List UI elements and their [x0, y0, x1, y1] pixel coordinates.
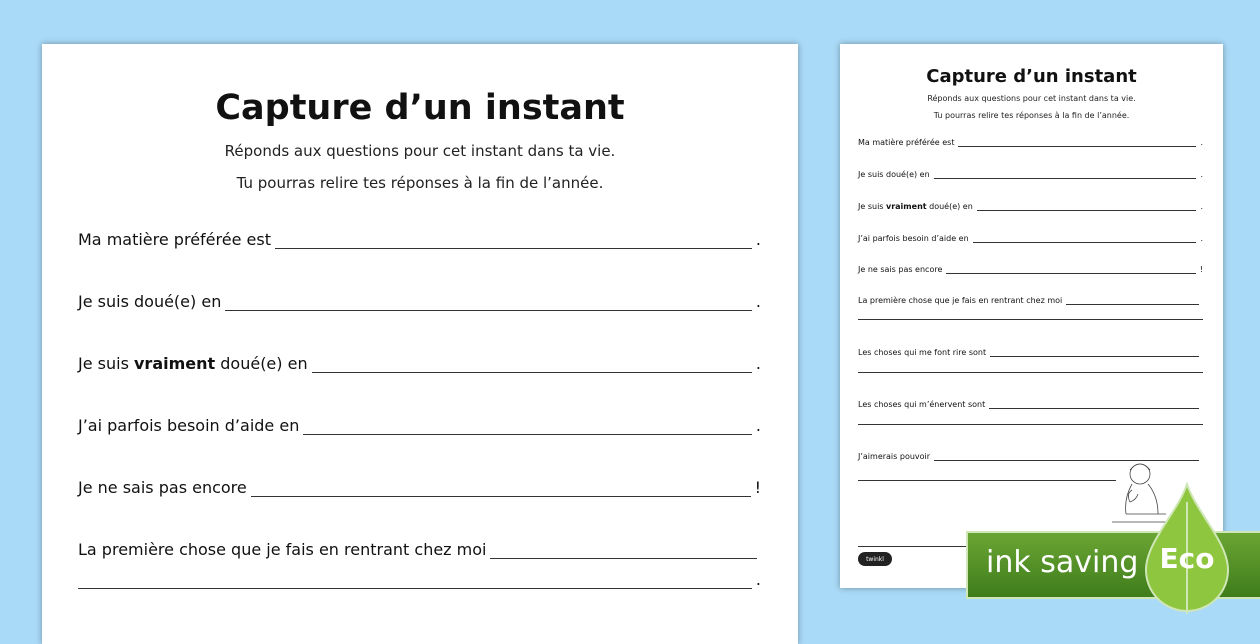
answer-line[interactable] — [312, 372, 752, 373]
prompt-label: Je suis vraiment doué(e) en — [78, 354, 308, 373]
twinkl-logo: twinkl — [858, 552, 892, 566]
worksheet-subtitle-2: Tu pourras relire tes réponses à la fin de l’année. — [236, 174, 604, 192]
preview-prompt-good-at: Je suis doué(e) en . — [858, 170, 1203, 179]
eco-drop-badge — [1138, 482, 1236, 621]
worksheet-subtitle-1: Réponds aux questions pour cet instant dans ta vie. — [224, 142, 616, 160]
worksheet-title: Capture d’un instant — [215, 88, 625, 128]
prompt-label: La première chose que je fais en rentrant chez moi — [78, 540, 487, 559]
preview-subtitle-1: Réponds aux questions pour cet instant dans ta vie. — [927, 94, 1136, 103]
preview-answer-line — [858, 372, 1203, 373]
prompt-label: Je ne sais pas encore — [78, 478, 247, 497]
answer-line[interactable] — [78, 588, 752, 589]
prompt-first-thing-home[interactable] — [78, 540, 761, 559]
preview-prompt-need-help: J’ai parfois besoin d’aide en . — [858, 234, 1203, 243]
worksheet-page-large — [42, 44, 798, 644]
prompt-favourite-subject[interactable]: Ma matière préférée est . — [78, 230, 761, 249]
preview-prompt-first-thing-home: La première chose que je fais en rentrant chez moi — [858, 296, 1203, 305]
prompt-first-thing-home-continued[interactable]: . — [78, 570, 761, 589]
prompt-really-good-at[interactable]: Je suis vraiment doué(e) en . — [78, 354, 761, 373]
prompt-label: Ma matière préférée est — [78, 230, 271, 249]
prompt-label: Je suis doué(e) en — [78, 292, 222, 311]
eco-label: Eco — [1159, 542, 1215, 575]
preview-subtitle-2: Tu pourras relire tes réponses à la fin de l’année. — [933, 111, 1130, 120]
answer-line[interactable] — [490, 558, 757, 559]
preview-title: Capture d’un instant — [926, 66, 1137, 87]
answer-line[interactable] — [303, 434, 752, 435]
preview-prompt-favourite-subject: Ma matière préférée est . — [858, 138, 1203, 147]
preview-prompt-wish: J’aimerais pouvoir — [858, 452, 1203, 461]
preview-answer-line — [858, 424, 1203, 425]
prompt-label: J’ai parfois besoin d’aide en — [78, 416, 300, 435]
preview-prompt-laugh: Les choses qui me font rire sont — [858, 348, 1203, 357]
ink-saving-label: ink saving — [986, 545, 1139, 580]
prompt-need-help[interactable]: J’ai parfois besoin d’aide en . — [78, 416, 761, 435]
prompt-good-at[interactable]: Je suis doué(e) en . — [78, 292, 761, 311]
answer-line[interactable] — [225, 310, 752, 311]
answer-line[interactable] — [275, 248, 752, 249]
preview-prompt-really-good-at: Je suis vraiment doué(e) en . — [858, 202, 1203, 211]
answer-line[interactable] — [251, 496, 751, 497]
preview-answer-line — [858, 480, 1116, 481]
preview-prompt-dont-know-yet: Je ne sais pas encore ! — [858, 265, 1203, 274]
prompt-dont-know-yet[interactable]: Je ne sais pas encore ! — [78, 478, 761, 497]
preview-answer-line — [858, 319, 1203, 320]
preview-prompt-annoy: Les choses qui m’énervent sont — [858, 400, 1203, 409]
